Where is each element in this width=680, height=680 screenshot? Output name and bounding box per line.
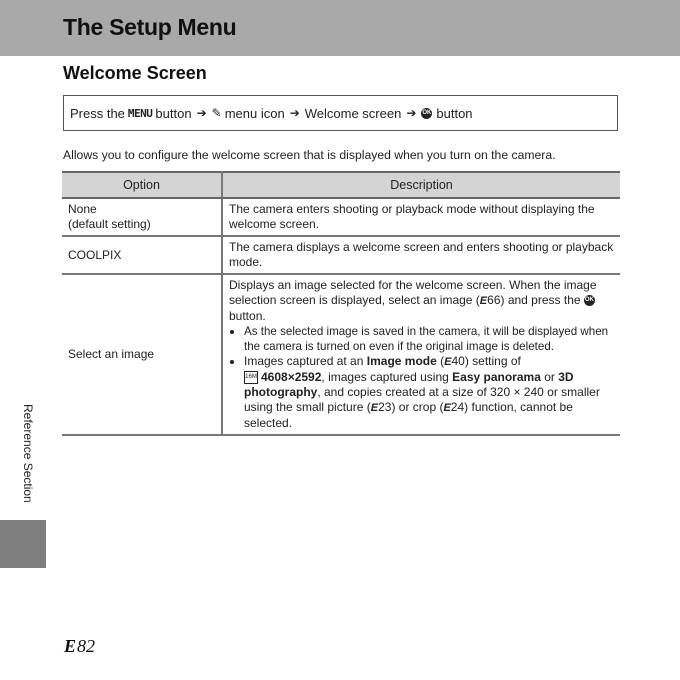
option-name: COOLPIX — [68, 247, 122, 262]
nav-welcome-text: Welcome screen — [304, 105, 402, 121]
nav-button-text: button — [155, 105, 192, 121]
side-section-tab — [0, 520, 46, 568]
reference-icon: E — [443, 402, 451, 414]
table-row — [62, 274, 620, 435]
desc-text: button. — [229, 309, 266, 323]
image-size-value: 4608×2592 — [261, 370, 322, 384]
description-cell — [222, 274, 620, 435]
bullet-list — [229, 324, 614, 431]
bullet-text: ) function, cannot be selected. — [244, 400, 573, 430]
table-header-row — [62, 172, 620, 198]
section-title: Welcome Screen — [63, 63, 207, 83]
intro-text: Allows you to configure the welcome screen that is displayed when you turn on the camera. — [63, 148, 556, 162]
description-cell: The camera displays a welcome screen and enters shooting or playback mode. — [222, 236, 620, 274]
nav-menu-icon-text: menu icon — [224, 105, 285, 121]
options-table — [62, 171, 620, 436]
option-name: Select an image — [68, 347, 155, 361]
desc-text: Displays an image selected for the welcome screen. When the image selection screen is displayed, select an image ( — [229, 278, 597, 307]
nav-button-end-text: button — [436, 105, 473, 121]
bullet-text: or — [544, 370, 555, 384]
bullet-text: Images captured at an — [244, 354, 364, 368]
ref-page: 23 — [378, 400, 392, 414]
table-row — [62, 236, 620, 274]
ok-button-icon: OK — [584, 295, 595, 306]
image-mode-term: Image mode — [366, 354, 437, 368]
page-number — [64, 636, 95, 657]
option-name: None — [68, 202, 97, 216]
bullet-item: • Images captured at an Image mode (E40) setting of 16M 4608×2592, images captured using Easy panorama or 3D photography, and copies created at a size of 320 × 240 or smaller using the small picture (E23) or crop (E24) function, cannot be selected. — [244, 354, 614, 431]
bullet-text: , images captured using — [321, 370, 449, 384]
bullet-text: ) or crop ( — [391, 400, 444, 414]
ref-page: 40 — [451, 354, 465, 368]
arrow-icon: ➔ — [196, 106, 207, 120]
ref-page: 24 — [450, 400, 465, 414]
page-title: The Setup Menu — [63, 14, 237, 40]
wrench-icon: ✎ — [211, 106, 222, 120]
3d-photography-term: 3D photography — [244, 370, 574, 399]
bullet-text: , and copies created at a size of 320 × 240 or smaller using the small picture ( — [244, 385, 600, 414]
bullet-text: As the selected image is saved in the camera, it will be displayed when the camera is turned on even if the original image is deleted. — [244, 325, 609, 353]
menu-button-icon: MENU — [127, 106, 153, 120]
nav-press-text: Press the — [70, 105, 125, 121]
arrow-icon: ➔ — [289, 106, 300, 120]
reference-icon: E — [370, 402, 379, 414]
option-cell — [62, 274, 222, 435]
reference-icon: E — [479, 295, 488, 307]
reference-icon: E — [64, 636, 77, 656]
header-option: Option — [62, 172, 222, 198]
bullet-item — [244, 324, 614, 354]
option-cell — [62, 236, 222, 274]
description-paragraph — [229, 278, 614, 324]
navigation-path-box — [63, 95, 618, 131]
description-cell: The camera enters shooting or playback mode without displaying the welcome screen. — [222, 198, 620, 236]
ref-page: 66 — [487, 293, 501, 307]
arrow-icon: ➔ — [406, 106, 417, 120]
option-note: (default setting) — [68, 217, 151, 231]
side-section-label: Reference Section — [21, 404, 35, 503]
option-cell — [62, 198, 222, 236]
table-row — [62, 198, 620, 236]
page-number-value: 82 — [77, 636, 96, 656]
image-size-icon: 16M — [244, 371, 258, 384]
desc-text: ) and press the — [500, 293, 581, 307]
ok-button-icon: OK — [421, 108, 432, 119]
header-description: Description — [222, 172, 620, 198]
reference-icon: E — [444, 356, 452, 368]
bullet-text: ) setting of — [464, 354, 521, 368]
easy-panorama-term: Easy panorama — [452, 370, 541, 384]
